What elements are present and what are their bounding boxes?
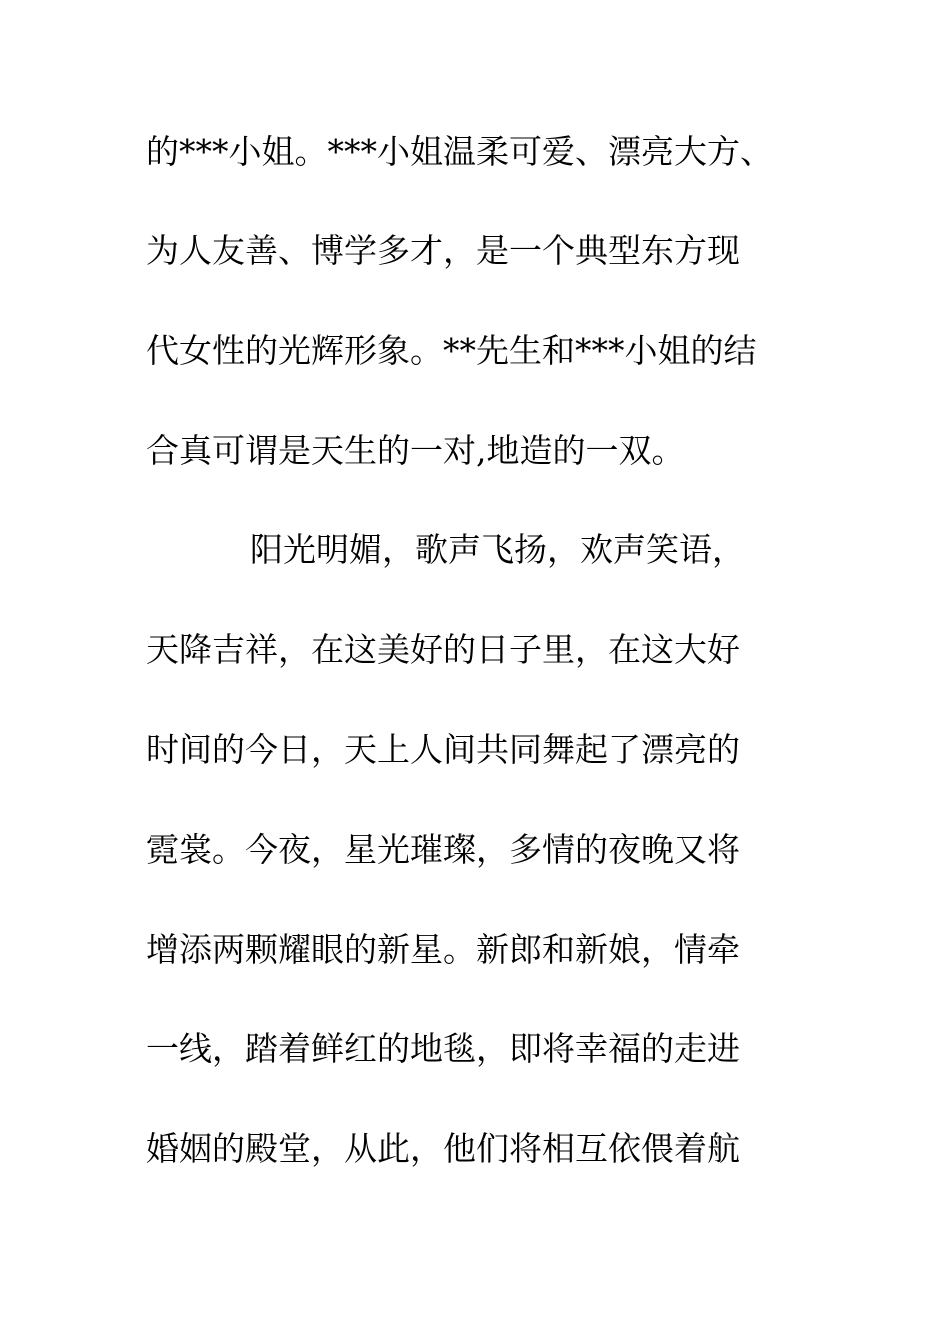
- text-line: 合真可谓是天生的一对,地造的一双。: [146, 431, 685, 470]
- text-line: 婚姻的殿堂，从此，他们将相互依偎着航: [146, 1129, 740, 1168]
- text-line: 天降吉祥，在这美好的日子里，在这大好: [146, 630, 740, 669]
- text-line: 的***小姐。***小姐温柔可爱、漂亮大方、: [146, 132, 773, 171]
- text-line: 代女性的光辉形象。**先生和***小姐的结: [146, 331, 757, 370]
- text-line: 时间的今日，天上人间共同舞起了漂亮的: [146, 730, 740, 769]
- text-line: 为人友善、博学多才，是一个典型东方现: [146, 231, 740, 270]
- text-line: 霓裳。今夜，星光璀璨，多情的夜晚又将: [146, 830, 740, 869]
- text-line-indented: 阳光明媚，歌声飞扬，欢声笑语，: [250, 530, 745, 569]
- text-line: 增添两颗耀眼的新星。新郎和新娘，情牵: [146, 930, 740, 969]
- text-line: 一线，踏着鲜红的地毯，即将幸福的走进: [146, 1029, 740, 1068]
